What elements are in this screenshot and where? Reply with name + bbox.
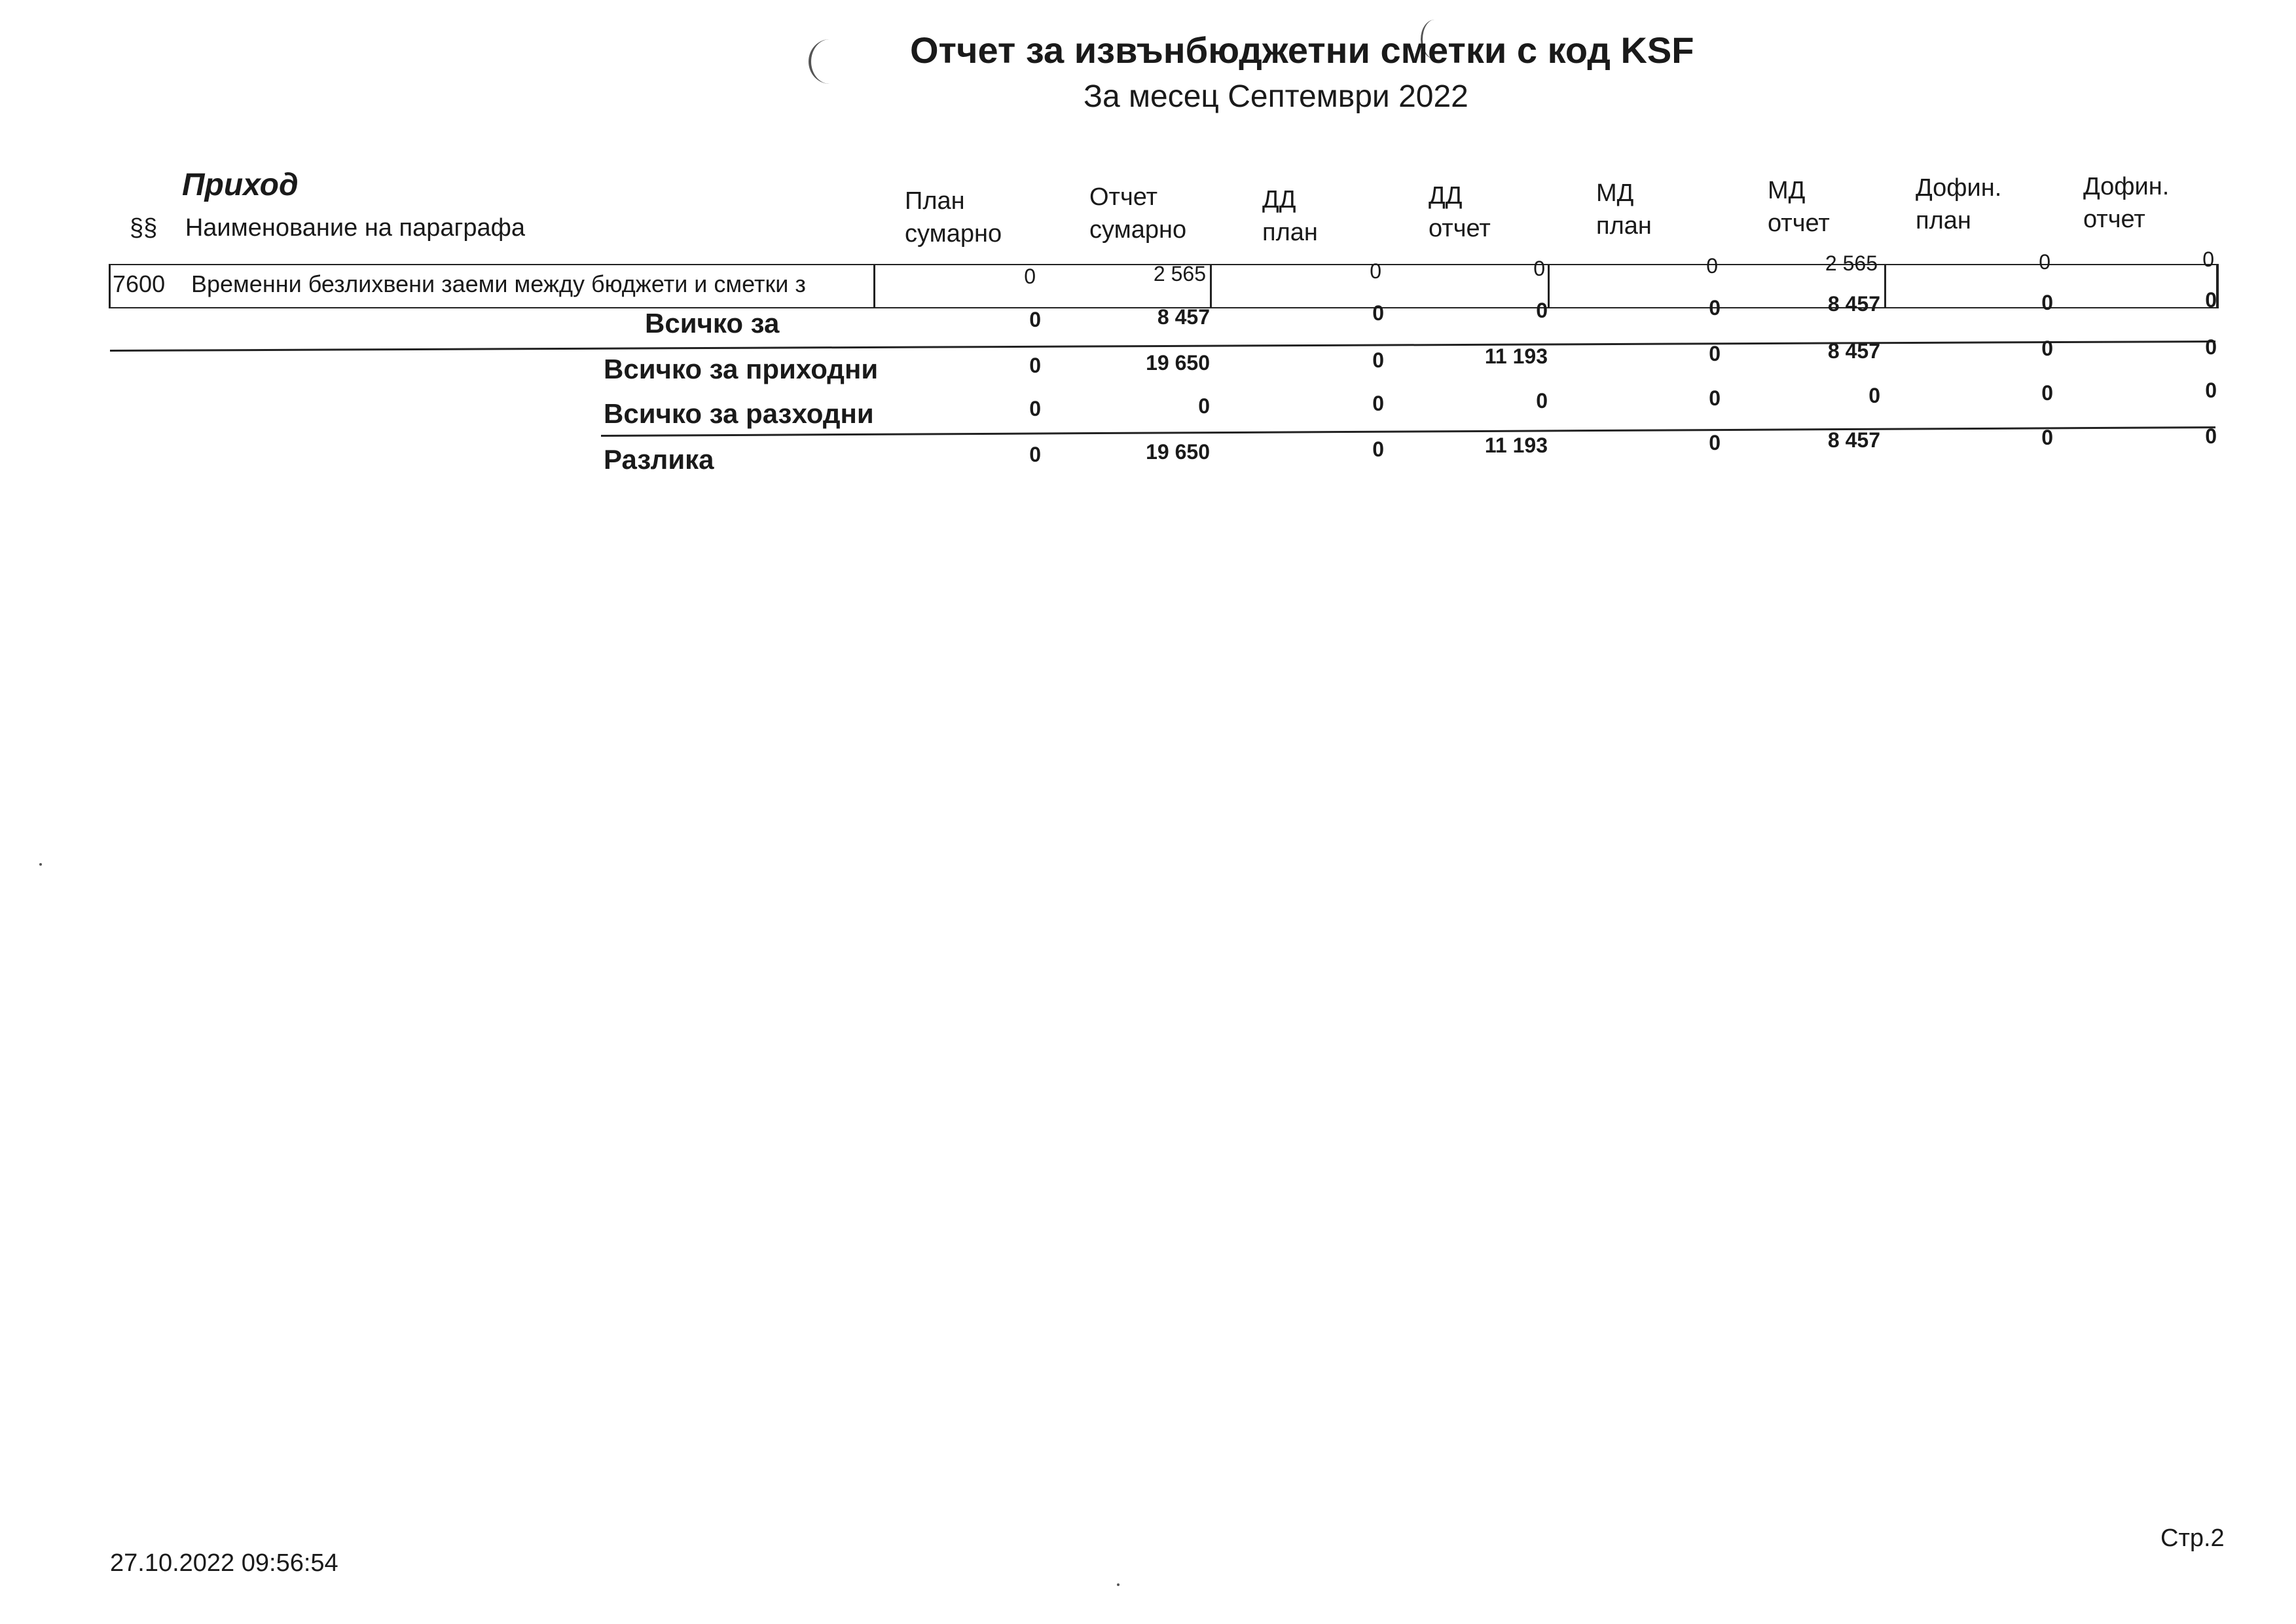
total-value: 0 — [1536, 299, 1548, 322]
row-value-md-report: 2 565 — [1825, 251, 1878, 275]
total-value: 0 — [1709, 296, 1721, 320]
row-divider — [1548, 264, 1550, 308]
report-title: Отчет за извънбюджетни сметки с код KSF — [910, 29, 1694, 71]
total-label: Всичко за приходни — [604, 354, 879, 384]
total-value: 0 — [2041, 426, 2053, 449]
total-value: 11 193 — [1484, 434, 1548, 457]
total-label: Всичко за — [645, 308, 780, 339]
total-value: 0 — [1709, 342, 1721, 365]
total-value: 0 — [1536, 389, 1548, 413]
total-value: 0 — [1029, 397, 1041, 420]
paragraph-name-header: Наименование на параграфа — [185, 214, 526, 242]
row-value-plan-total: 0 — [1024, 265, 1036, 288]
row-value-dd-plan: 0 — [1370, 259, 1381, 283]
total-value: 19 650 — [1146, 351, 1210, 375]
total-value: 0 — [2205, 335, 2217, 359]
total-value: 0 — [2041, 291, 2053, 314]
scan-dot — [1117, 1583, 1120, 1586]
total-value: 0 — [1372, 437, 1384, 461]
row-code: 7600 — [113, 270, 166, 297]
row-value-dofin-plan: 0 — [2039, 250, 2050, 274]
total-label: Всичко за разходни — [604, 398, 874, 429]
col-header-dd-plan: ДД план — [1262, 186, 1318, 246]
row-value-report-total: 2 565 — [1153, 262, 1206, 286]
col-header-dofin-plan: Дофин. план — [1916, 174, 2002, 234]
total-value: 11 193 — [1484, 344, 1548, 368]
total-value: 0 — [2205, 378, 2217, 402]
row-divider — [1210, 264, 1212, 308]
total-value: 0 — [1029, 443, 1041, 466]
page-number: Стр.2 — [2160, 1524, 2225, 1552]
row-value-dofin-report: 0 — [2202, 248, 2214, 271]
total-value: 0 — [2205, 288, 2217, 312]
row-divider — [2217, 264, 2219, 308]
total-value: 0 — [1029, 308, 1041, 331]
col-header-plan-total: План сумарно — [905, 187, 1002, 248]
total-value: 0 — [1372, 348, 1384, 372]
col-header-report-total: Отчет сумарно — [1089, 183, 1187, 244]
col-header-dd-report: ДД отчет — [1429, 182, 1491, 242]
total-value: 0 — [2205, 424, 2217, 448]
col-header-md-report: МД отчет — [1768, 177, 1830, 237]
row-divider — [1884, 264, 1886, 308]
table-rule — [110, 341, 2215, 352]
col-header-md-plan: МД план — [1596, 179, 1652, 240]
total-value: 8 457 — [1827, 428, 1880, 452]
row-name: Временни безлихвени заеми между бюджети и сметки з — [191, 270, 806, 297]
footer-datetime: 27.10.2022 09:56:54 — [110, 1549, 338, 1577]
total-value: 19 650 — [1146, 440, 1210, 464]
scan-dot — [39, 863, 42, 866]
section-title: Приход — [182, 168, 299, 202]
paragraph-header — [130, 214, 525, 242]
row-value-md-plan: 0 — [1706, 254, 1718, 278]
total-value: 8 457 — [1827, 339, 1880, 363]
total-value: 0 — [1709, 431, 1721, 454]
col-header-dofin-report: Дофин. отчет — [2083, 173, 2170, 233]
total-value: 0 — [2041, 381, 2053, 405]
total-value: 0 — [1709, 386, 1721, 410]
total-value: 0 — [1198, 394, 1210, 418]
total-value: 0 — [1372, 392, 1384, 415]
total-value: 0 — [1868, 384, 1880, 407]
paragraph-symbol: §§ — [130, 214, 158, 242]
total-value: 8 457 — [1157, 305, 1210, 329]
total-value: 0 — [2041, 337, 2053, 360]
total-value: 8 457 — [1827, 292, 1880, 316]
total-label: Разлика — [604, 444, 714, 475]
report-subtitle: За месец Септември 2022 — [1084, 79, 1468, 114]
total-value: 0 — [1372, 301, 1384, 325]
row-value-dd-report: 0 — [1533, 257, 1545, 280]
total-value: 0 — [1029, 354, 1041, 377]
scan-mark — [809, 39, 850, 84]
row-divider — [873, 264, 875, 308]
